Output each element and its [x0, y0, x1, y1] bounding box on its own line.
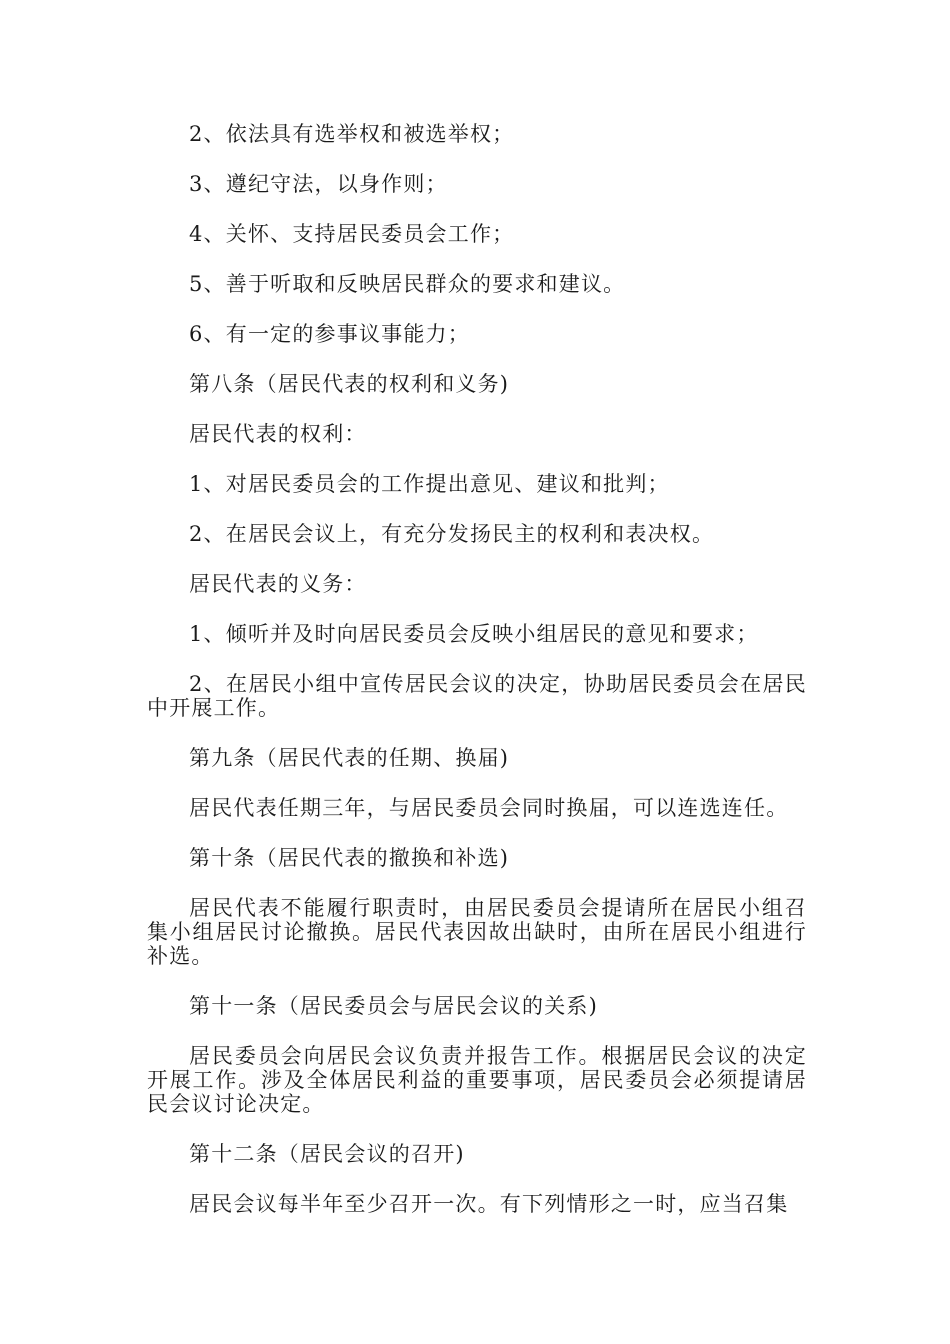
rights-item-1: 1、对居民委员会的工作提出意见、建议和批判；	[189, 472, 670, 496]
duties-item-2: 2、在居民小组中宣传居民会议的决定，协助居民委员会在居民中开展工作。	[147, 672, 807, 720]
article-10-body: 居民代表不能履行职责时，由居民委员会提请所在居民小组召集小组居民讨论撤换。居民代表因故出缺时，由所在居民小组进行补选。	[147, 896, 807, 968]
article-9-body: 居民代表任期三年，与居民委员会同时换届，可以连选连任。	[189, 796, 789, 820]
duties-heading: 居民代表的义务：	[189, 572, 367, 596]
article-11-body: 居民委员会向居民会议负责并报告工作。根据居民会议的决定开展工作。涉及全体居民利益的重要事项，居民委员会必须提请居民会议讨论决定。	[147, 1044, 807, 1116]
list-item-eligibility-6: 6、有一定的参事议事能力；	[189, 322, 470, 346]
rights-heading: 居民代表的权利：	[189, 422, 367, 446]
duties-item-1: 1、倾听并及时向居民委员会反映小组居民的意见和要求；	[189, 622, 759, 646]
list-item-eligibility-2: 2、依法具有选举权和被选举权；	[189, 122, 515, 146]
rights-item-2: 2、在居民会议上，有充分发扬民主的权利和表决权。	[189, 522, 715, 546]
list-item-eligibility-3: 3、遵纪守法，以身作则；	[189, 172, 448, 196]
article-11-heading: 第十一条（居民委员会与居民会议的关系)	[189, 994, 598, 1018]
article-8-heading: 第八条（居民代表的权利和义务)	[189, 372, 510, 396]
article-9-heading: 第九条（居民代表的任期、换届)	[189, 746, 510, 770]
article-12-body: 居民会议每半年至少召开一次。有下列情形之一时，应当召集	[189, 1192, 789, 1216]
article-12-heading: 第十二条（居民会议的召开)	[189, 1142, 465, 1166]
list-item-eligibility-5: 5、善于听取和反映居民群众的要求和建议。	[189, 272, 626, 296]
document-body	[147, 122, 807, 1216]
article-10-heading: 第十条（居民代表的撤换和补选)	[189, 846, 510, 870]
list-item-eligibility-4: 4、关怀、支持居民委员会工作；	[189, 222, 515, 246]
